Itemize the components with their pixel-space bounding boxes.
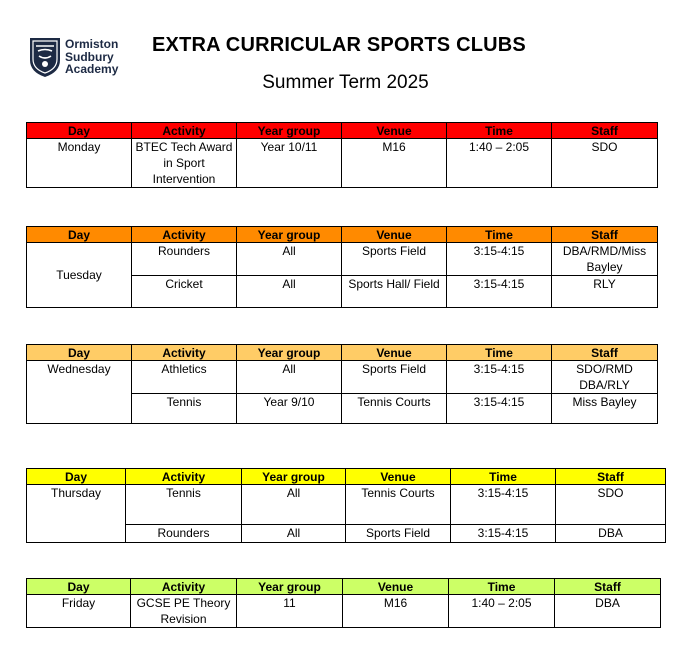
time-cell: 1:40 – 2:05 [449,595,555,628]
time-cell: 1:40 – 2:05 [447,139,552,188]
header-venue: Venue [346,469,451,485]
table-row [27,485,666,525]
staff-cell: Miss Bayley [552,394,658,424]
table-row [27,139,658,188]
header-day: Day [27,345,132,361]
header-time: Time [449,579,555,595]
header-venue: Venue [343,579,449,595]
header-year-group: Year group [242,469,346,485]
header-year-group: Year group [237,579,343,595]
time-cell: 3:15-4:15 [447,361,552,394]
venue-cell: Tennis Courts [346,485,451,525]
year-cell: All [237,243,342,276]
activity-cell: GCSE PE Theory Revision [131,595,237,628]
year-cell: Year 10/11 [237,139,342,188]
day-cell: Thursday [27,485,126,543]
activity-cell: BTEC Tech Award in Sport Intervention [132,139,237,188]
activity-cell: Rounders [126,525,242,543]
header-venue: Venue [342,345,447,361]
time-cell: 3:15-4:15 [447,276,552,308]
header-day: Day [27,227,132,243]
header-row [27,227,658,243]
subtitle-text: Summer Term 2025 [262,72,429,93]
activity-cell: Rounders [132,243,237,276]
header-venue: Venue [342,227,447,243]
header-time: Time [447,345,552,361]
staff-cell: DBA/RMD/Miss Bayley [552,243,658,276]
day-cell: Tuesday [27,243,132,308]
logo-line-1: Ormiston [65,37,119,51]
venue-cell: Sports Field [346,525,451,543]
activity-cell: Tennis [132,394,237,424]
table-row [27,595,661,628]
staff-cell: RLY [552,276,658,308]
tuesday-table [26,226,658,308]
header-activity: Activity [132,123,237,139]
header-year-group: Year group [237,227,342,243]
venue-cell: M16 [343,595,449,628]
year-cell: 11 [237,595,343,628]
header-activity: Activity [126,469,242,485]
header-row [27,345,658,361]
header-staff: Staff [552,123,658,139]
staff-cell: SDO [556,485,666,525]
header-staff: Staff [555,579,661,595]
year-cell: All [237,361,342,394]
header-staff: Staff [552,345,658,361]
page-subtitle [0,72,697,94]
time-cell: 3:15-4:15 [447,394,552,424]
header-staff: Staff [556,469,666,485]
friday-table [26,578,661,628]
staff-cell: DBA [555,595,661,628]
table-row [27,243,658,276]
time-cell: 3:15-4:15 [447,243,552,276]
staff-cell: SDO/RMD DBA/RLY [552,361,658,394]
venue-cell: Sports Field [342,361,447,394]
activity-cell: Athletics [132,361,237,394]
page-title: EXTRA CURRICULAR SPORTS CLUBS [152,34,526,56]
venue-cell: M16 [342,139,447,188]
header-venue: Venue [342,123,447,139]
header-activity: Activity [131,579,237,595]
header-time: Time [451,469,556,485]
header-year-group: Year group [237,123,342,139]
venue-cell: Sports Hall/ Field [342,276,447,308]
header-staff: Staff [552,227,658,243]
day-cell: Wednesday [27,361,132,424]
header-activity: Activity [132,345,237,361]
table-row [27,361,658,394]
staff-cell: SDO [552,139,658,188]
time-cell: 3:15-4:15 [451,525,556,543]
time-cell: 3:15-4:15 [451,485,556,525]
logo-line-2: Sudbury [65,49,114,64]
activity-cell: Cricket [132,276,237,308]
header-year-group: Year group [237,345,342,361]
year-cell: All [242,485,346,525]
header-row [27,469,666,485]
venue-cell: Sports Field [342,243,447,276]
day-cell: Friday [27,595,131,628]
year-cell: Year 9/10 [237,394,342,424]
monday-table [26,122,658,188]
wednesday-table [26,344,658,424]
year-cell: All [242,525,346,543]
logo-line-3: Academy [65,62,119,76]
header-day: Day [27,123,132,139]
header-row [27,579,661,595]
header-day: Day [27,579,131,595]
header-day: Day [27,469,126,485]
venue-cell: Tennis Courts [342,394,447,424]
staff-cell: DBA [556,525,666,543]
year-cell: All [237,276,342,308]
header-row [27,123,658,139]
day-cell: Monday [27,139,132,188]
header-time: Time [447,123,552,139]
header-time: Time [447,227,552,243]
activity-cell: Tennis [126,485,242,525]
thursday-table [26,468,666,543]
header-activity: Activity [132,227,237,243]
